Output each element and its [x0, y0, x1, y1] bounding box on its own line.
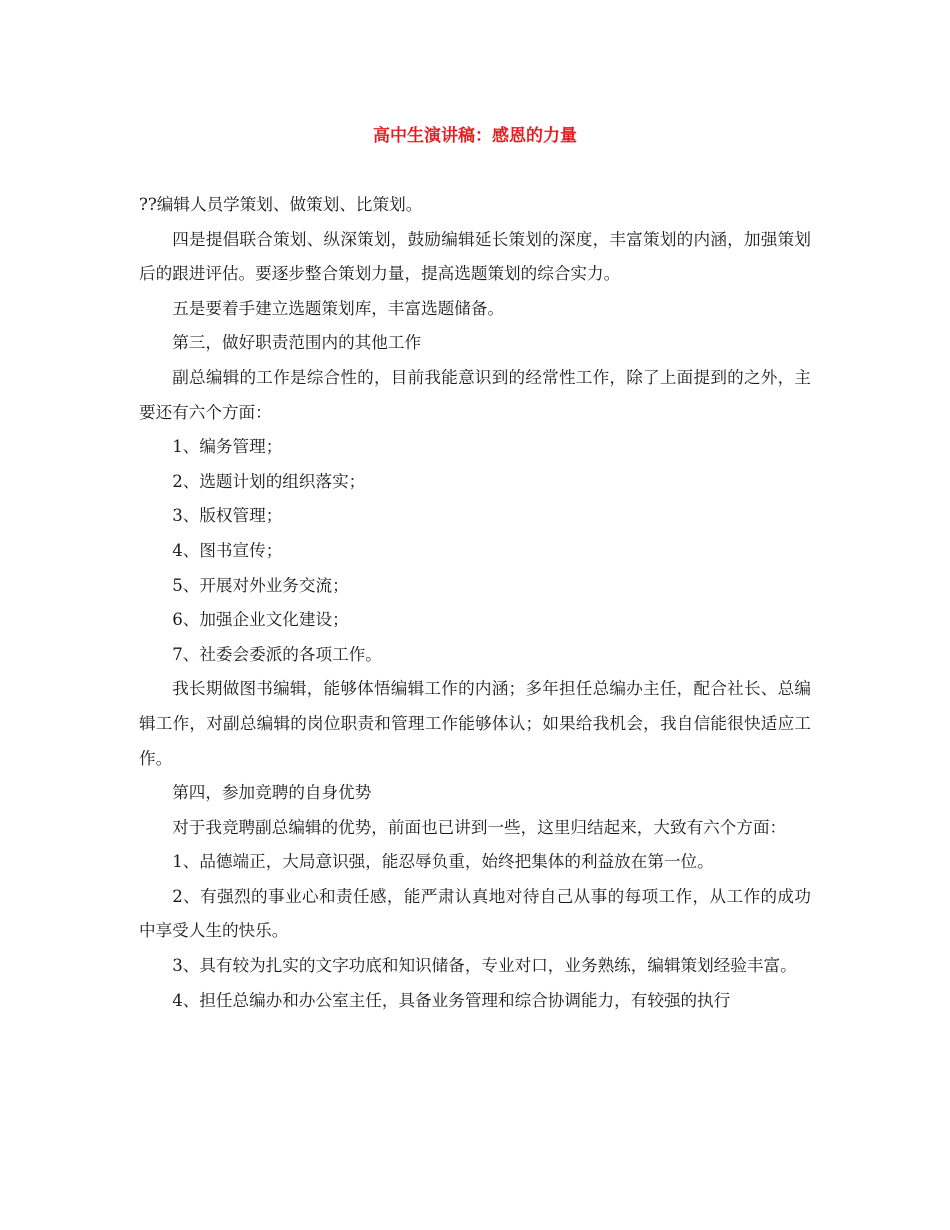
list-item: 7、社委会委派的各项工作。: [172, 644, 382, 664]
paragraph: 副总编辑的工作是综合性的，目前我能意识到的经常性工作，除了上面提到的之外，主要还有六个方面：: [139, 367, 811, 422]
list-item: 2、选题计划的组织落实；: [172, 471, 366, 491]
section-heading: 第三，做好职责范围内的其他工作: [172, 333, 422, 353]
section-heading: 第四，参加竞聘的自身优势: [172, 783, 372, 803]
list-item: 2、有强烈的事业心和责任感，能严肃认真地对待自己从事的每项工作，从工作的成功中享受人生的快乐。: [139, 886, 811, 941]
paragraph: 四是提倡联合策划、纵深策划，鼓励编辑延长策划的深度，丰富策划的内涵，加强策划后的跟进评估。要逐步整合策划力量，提高选题策划的综合实力。: [139, 229, 811, 284]
paragraph: 对于我竞聘副总编辑的优势，前面也已讲到一些，这里归结起来，大致有六个方面：: [172, 817, 787, 837]
list-item: 4、图书宣传；: [172, 540, 283, 560]
paragraph: ??编辑人员学策划、做策划、比策划。: [139, 195, 423, 214]
list-item: 1、品德端正，大局意识强，能忍辱负重，始终把集体的利益放在第一位。: [172, 852, 714, 872]
list-item: 6、加强企业文化建设；: [172, 610, 349, 630]
document-title: 高中生演讲稿：感恩的力量: [373, 126, 577, 146]
list-item: 3、版权管理；: [172, 506, 283, 526]
paragraph: 我长期做图书编辑，能够体悟编辑工作的内涵；多年担任总编办主任，配合社长、总编辑工作，对副总编辑的岗位职责和管理工作能够体认；如果给我机会，我自信能很快适应工作。: [139, 679, 811, 768]
document-body: [139, 188, 811, 1018]
paragraph: 五是要着手建立选题策划库，丰富选题储备。: [172, 298, 505, 318]
list-item: 5、开展对外业务交流；: [172, 575, 349, 595]
list-item: 4、担任总编办和办公室主任，具备业务管理和综合协调能力，有较强的执行: [172, 990, 731, 1010]
list-item: 1、编务管理；: [172, 437, 283, 457]
list-item: 3、具有较为扎实的文字功底和知识储备，专业对口，业务熟练，编辑策划经验丰富。: [172, 956, 797, 976]
